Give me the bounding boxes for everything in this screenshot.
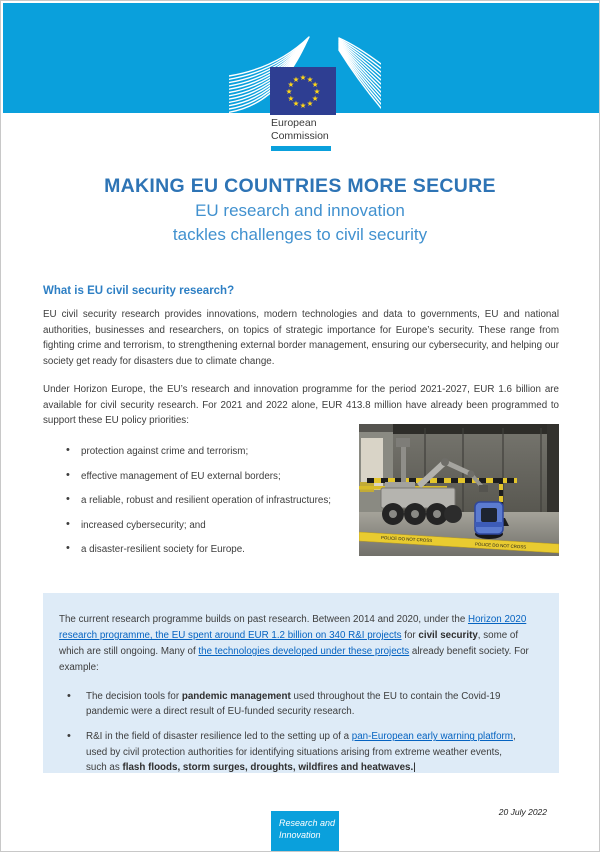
page-subtitle-line2: tackles challenges to civil security (172, 225, 428, 244)
horizon-europe-paragraph: Under Horizon Europe, the EU’s research and innovation programme for the period 2021-2027, EUR 1.6 billion are available for civil security research. For 2021 and 2022 alone, EUR 413.8 million have already been programmed to support these EU policy priorities: (43, 384, 559, 426)
past-research-highlight-box (43, 593, 559, 773)
box-intro-paragraph (59, 612, 545, 676)
text-segment: The current research programme builds on past research. Between 2014 and 2020, under the (59, 614, 468, 625)
horizon-2020-projects-link[interactable]: Horizon 2020 research programme, the EU spent around EUR 1.2 billion on 340 R&I projects (59, 614, 527, 641)
page-subtitle-line1: EU research and innovation (195, 201, 405, 220)
text-cursor: | (413, 761, 416, 773)
list-item: • a reliable, robust and resilient operation of infrastructures; (43, 494, 373, 507)
policy-priorities-list (43, 445, 373, 568)
text-segment: R&I in the field of disaster resilience led to the setting up of a (86, 731, 352, 743)
early-warning-platform-link[interactable]: pan-European early warning platform (351, 731, 513, 743)
text-segment: already benefit society. For example: (59, 646, 529, 673)
svg-text:★: ★ (292, 74, 300, 84)
svg-text:★: ★ (299, 101, 307, 110)
list-item (59, 689, 545, 719)
ec-logo-caption (271, 117, 329, 143)
text-segment: The decision tools for (86, 691, 182, 702)
list-item: • increased cybersecurity; and (43, 519, 373, 532)
text-segment: , used by civil protection authorities for identifying situations arising from extreme weather events, such as (86, 731, 516, 773)
list-item: • effective management of EU external borders; (43, 470, 373, 483)
list-item: • protection against crime and terrorism; (43, 445, 373, 458)
svg-text:★: ★ (299, 73, 307, 82)
svg-text:★: ★ (311, 80, 319, 89)
ec-logo-line2: Commission (271, 130, 329, 142)
caution-tape-text: POLICE DO NOT CROSS (474, 541, 527, 550)
ec-logo-underline (271, 146, 331, 151)
eu-flag-icon (270, 67, 336, 115)
page-title: MAKING EU COUNTRIES MORE SECURE (104, 175, 496, 197)
bold-text: pandemic management (181, 691, 291, 702)
svg-text:★: ★ (313, 87, 321, 96)
svg-text:★: ★ (287, 80, 295, 89)
publication-date: 20 July 2022 (498, 807, 547, 817)
svg-text:★: ★ (292, 99, 300, 109)
section-heading: What is EU civil security research? (43, 285, 235, 297)
text-segment: for (401, 630, 419, 641)
svg-text:★: ★ (285, 87, 293, 96)
technologies-developed-link[interactable]: the technologies developed under these projects (198, 646, 410, 657)
intro-paragraph: EU civil security research provides innovations, modern technologies and data to governments, EU and national authorities, businesses and researchers, on topics of strategic importance for Europe’s security. These range from fighting crime and terrorism, to strengthening external border management, ensuring our cybersecurity, and helping our society get ready for disasters due to climate change. (43, 309, 559, 367)
svg-text:★: ★ (311, 94, 319, 103)
svg-text:★: ★ (287, 94, 295, 103)
caution-tape-text: POLICE DO NOT CROSS (380, 535, 433, 544)
ec-logo-line1: European (271, 117, 317, 129)
list-item: • a disaster-resilient society for Europe. (43, 543, 373, 556)
page-subtitle (1, 199, 599, 247)
bold-text: flash floods, storm surges, droughts, wildfires and heatwaves. (122, 761, 414, 773)
research-innovation-banner (271, 811, 339, 852)
svg-text:★: ★ (306, 99, 314, 109)
text-segment: , some of which are still ongoing. Many of (59, 630, 519, 657)
header-band (3, 3, 599, 113)
banner-line2: Innovation (279, 829, 321, 840)
banner-line1: Research and (279, 818, 336, 828)
security-robot-photo (359, 424, 559, 556)
list-item (59, 729, 545, 775)
examples-list (59, 689, 545, 775)
bold-text: civil security (418, 630, 478, 641)
svg-text:★: ★ (306, 74, 314, 84)
text-segment: used throughout the EU to contain the Covid-19 pandemic were a direct result of EU-funded security research. (86, 691, 501, 718)
